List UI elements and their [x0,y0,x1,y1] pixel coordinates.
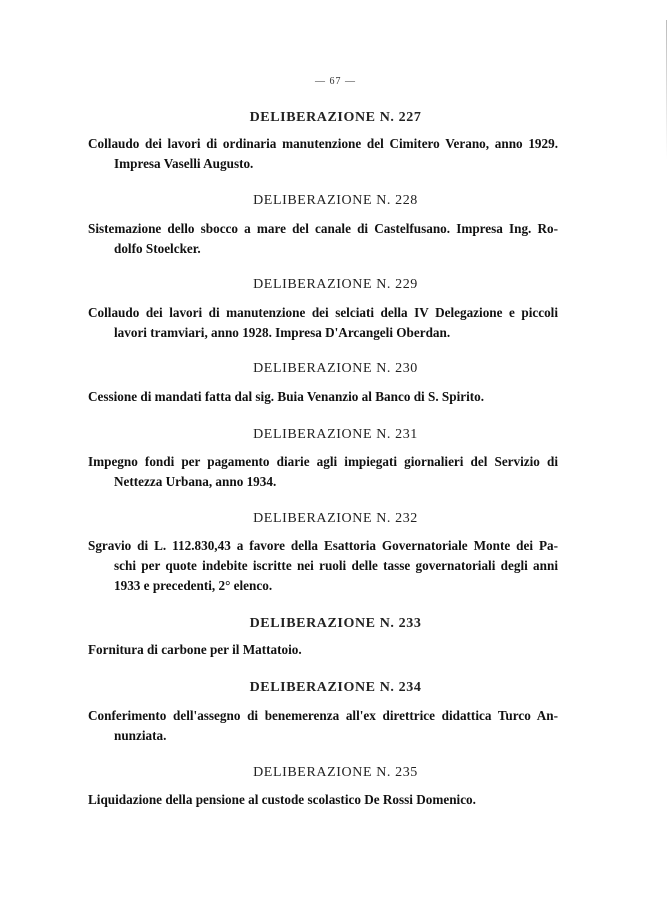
entry-231 [88,452,558,492]
entry-235 [88,790,558,810]
entry-234-line-2: nunziata. [114,728,167,743]
entry-230-line-1: Cessione di mandati fatta dal sig. Buia Venanzio al Banco di S. Spirito. [88,389,485,404]
entry-227 [88,134,558,174]
entry-227-line-1: Collaudo dei lavori di ordinaria manutenzione del Cimitero Verano, anno 1929. [88,136,558,151]
entry-227-line-2: Impresa Vaselli Augusto. [114,156,254,171]
entry-232-line-2: schi per quote indebite iscritte nei ruoli delle tasse governatoriali degli anni [114,558,558,573]
entry-232-line-1: Sgravio di L. 112.830,43 a favore della Esattoria Governatoriale Monte dei Pa- [88,538,558,553]
entry-233 [88,640,558,660]
entry-231-line-2: Nettezza Urbana, anno 1934. [114,474,277,489]
entry-228 [88,219,558,259]
entry-232 [88,536,558,596]
page-number: — 67 — [315,76,356,87]
entry-229-line-2: lavori tramviari, anno 1928. Impresa D'Arcangeli Oberdan. [114,325,451,340]
entry-231-line-1: Impegno fondi per pagamento diarie agli impiegati giornalieri del Servizio di [88,454,558,469]
entry-234 [88,706,558,746]
entry-228-line-1: Sistemazione dello sbocco a mare del canale di Castelfusano. Impresa Ing. Ro- [88,221,558,236]
heading-234: DELIBERAZIONE N. 234 [249,680,422,695]
heading-229: DELIBERAZIONE N. 229 [253,277,418,292]
scan-edge-mark [666,20,667,160]
heading-230: DELIBERAZIONE N. 230 [253,361,418,376]
heading-233: DELIBERAZIONE N. 233 [249,616,422,631]
entry-228-line-2: dolfo Stoelcker. [114,241,201,256]
heading-232: DELIBERAZIONE N. 232 [253,511,418,526]
entry-229 [88,303,558,343]
entry-233-line-1: Fornitura di carbone per il Mattatoio. [88,642,302,657]
entry-234-line-1: Conferimento dell'assegno di benemerenza all'ex direttrice didattica Turco An- [88,708,558,723]
heading-235: DELIBERAZIONE N. 235 [253,765,418,780]
entry-229-line-1: Collaudo dei lavori di manutenzione dei selciati della IV Delegazione e piccoli [88,305,558,320]
heading-227: DELIBERAZIONE N. 227 [249,110,422,125]
entry-230 [88,387,558,407]
heading-231: DELIBERAZIONE N. 231 [253,427,418,442]
entry-235-line-1: Liquidazione della pensione al custode scolastico De Rossi Domenico. [88,792,476,807]
entry-232-line-3: 1933 e precedenti, 2° elenco. [114,578,273,593]
heading-228: DELIBERAZIONE N. 228 [253,193,418,208]
